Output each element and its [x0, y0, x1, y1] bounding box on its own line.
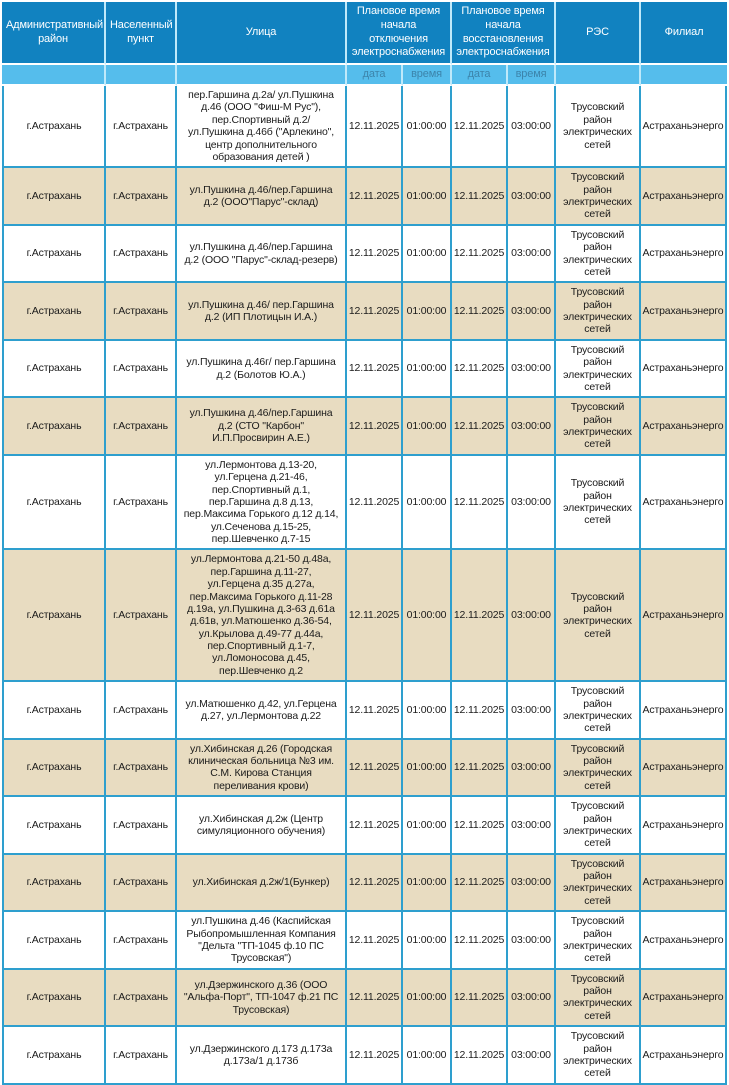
cell-outage-time: 01:00:00 [403, 283, 452, 341]
subheader-empty-res [556, 65, 641, 86]
cell-restore-date: 12.11.2025 [452, 341, 508, 399]
cell-outage-time: 01:00:00 [403, 550, 452, 682]
subheader-empty-settlement [106, 65, 177, 86]
cell-outage-date: 12.11.2025 [347, 970, 403, 1028]
cell-res: Трусовский район электрических сетей [556, 341, 641, 399]
cell-branch: Астраханьэнерго [641, 740, 727, 798]
cell-settlement: г.Астрахань [106, 682, 177, 740]
cell-admin-district: г.Астрахань [2, 797, 106, 855]
cell-settlement: г.Астрахань [106, 550, 177, 682]
cell-restore-date: 12.11.2025 [452, 86, 508, 168]
cell-admin-district: г.Астрахань [2, 970, 106, 1028]
cell-branch: Астраханьэнерго [641, 682, 727, 740]
cell-restore-time: 03:00:00 [508, 797, 556, 855]
subheader-empty-street [177, 65, 347, 86]
cell-res: Трусовский район электрических сетей [556, 797, 641, 855]
cell-branch: Астраханьэнерго [641, 550, 727, 682]
header-row [2, 2, 727, 65]
cell-restore-time: 03:00:00 [508, 970, 556, 1028]
cell-res: Трусовский район электрических сетей [556, 456, 641, 551]
header-restore-start: Плановое время начала восстановления электроснабжения [452, 2, 556, 65]
subheader-restore-time: время [508, 65, 556, 86]
table-row [2, 550, 727, 682]
cell-admin-district: г.Астрахань [2, 855, 106, 913]
cell-restore-date: 12.11.2025 [452, 855, 508, 913]
cell-res: Трусовский район электрических сетей [556, 740, 641, 798]
cell-restore-time: 03:00:00 [508, 912, 556, 970]
cell-res: Трусовский район электрических сетей [556, 283, 641, 341]
cell-outage-date: 12.11.2025 [347, 168, 403, 226]
cell-street: ул.Лермонтова д.21-50 д.48а, пер.Гаршина д.11-27, ул.Герцена д.35 д.27а, пер.Максима Горького д.11-28 д.19а, ул.Пушкина д.3-63 д.61а д.61в, ул.Матюшенко д.36-54, ул.Крылова д.49-77 д.44а, пер.Спортивный д.1-7, ул.Ломоносова д.45, пер.Шевченко д.2 [177, 550, 347, 682]
cell-branch: Астраханьэнерго [641, 855, 727, 913]
table-row [2, 1027, 727, 1085]
subheader-empty-branch [641, 65, 727, 86]
cell-outage-date: 12.11.2025 [347, 912, 403, 970]
cell-street: ул.Хибинская д.2ж/1(Бункер) [177, 855, 347, 913]
cell-settlement: г.Астрахань [106, 168, 177, 226]
table-row [2, 740, 727, 798]
cell-restore-date: 12.11.2025 [452, 550, 508, 682]
cell-branch: Астраханьэнерго [641, 341, 727, 399]
cell-settlement: г.Астрахань [106, 456, 177, 551]
subheader-row [2, 65, 727, 86]
table-row [2, 86, 727, 168]
cell-outage-time: 01:00:00 [403, 682, 452, 740]
cell-outage-time: 01:00:00 [403, 168, 452, 226]
header-branch: Филиал [641, 2, 727, 65]
cell-outage-time: 01:00:00 [403, 740, 452, 798]
table-row [2, 855, 727, 913]
cell-settlement: г.Астрахань [106, 797, 177, 855]
cell-restore-date: 12.11.2025 [452, 912, 508, 970]
cell-branch: Астраханьэнерго [641, 912, 727, 970]
cell-restore-date: 12.11.2025 [452, 1027, 508, 1085]
cell-outage-date: 12.11.2025 [347, 86, 403, 168]
cell-admin-district: г.Астрахань [2, 682, 106, 740]
header-outage-start: Плановое время начала отключения электроснабжения [347, 2, 452, 65]
cell-restore-date: 12.11.2025 [452, 398, 508, 456]
cell-res: Трусовский район электрических сетей [556, 912, 641, 970]
cell-outage-time: 01:00:00 [403, 970, 452, 1028]
cell-outage-date: 12.11.2025 [347, 740, 403, 798]
cell-outage-time: 01:00:00 [403, 797, 452, 855]
cell-street: ул.Дзержинского д.173 д.173а д.173а/1 д.173б [177, 1027, 347, 1085]
cell-res: Трусовский район электрических сетей [556, 398, 641, 456]
cell-restore-date: 12.11.2025 [452, 682, 508, 740]
cell-admin-district: г.Астрахань [2, 226, 106, 284]
cell-outage-date: 12.11.2025 [347, 398, 403, 456]
cell-street: ул.Дзержинского д.36 (ООО "Альфа-Порт", ТП-1047 ф.21 ПС Трусовская) [177, 970, 347, 1028]
cell-restore-date: 12.11.2025 [452, 970, 508, 1028]
cell-outage-time: 01:00:00 [403, 226, 452, 284]
cell-admin-district: г.Астрахань [2, 740, 106, 798]
outage-table [2, 2, 727, 1085]
table-row [2, 226, 727, 284]
cell-outage-date: 12.11.2025 [347, 855, 403, 913]
cell-outage-date: 12.11.2025 [347, 1027, 403, 1085]
cell-branch: Астраханьэнерго [641, 456, 727, 551]
cell-restore-date: 12.11.2025 [452, 797, 508, 855]
cell-outage-time: 01:00:00 [403, 86, 452, 168]
table-header [2, 2, 727, 86]
cell-settlement: г.Астрахань [106, 398, 177, 456]
table-row [2, 341, 727, 399]
cell-street: ул.Матюшенко д.42, ул.Герцена д.27, ул.Лермонтова д.22 [177, 682, 347, 740]
outage-table-body [2, 86, 727, 1085]
cell-admin-district: г.Астрахань [2, 1027, 106, 1085]
cell-res: Трусовский район электрических сетей [556, 550, 641, 682]
cell-outage-time: 01:00:00 [403, 1027, 452, 1085]
cell-street: ул.Хибинская д.26 (Городская клиническая больница №3 им. С.М. Кирова Станция переливания крови) [177, 740, 347, 798]
cell-branch: Астраханьэнерго [641, 283, 727, 341]
cell-street: ул.Хибинская д.2ж (Центр симуляционного обучения) [177, 797, 347, 855]
cell-restore-date: 12.11.2025 [452, 456, 508, 551]
cell-settlement: г.Астрахань [106, 341, 177, 399]
header-street: Улица [177, 2, 347, 65]
cell-res: Трусовский район электрических сетей [556, 855, 641, 913]
table-row [2, 398, 727, 456]
cell-settlement: г.Астрахань [106, 740, 177, 798]
cell-settlement: г.Астрахань [106, 1027, 177, 1085]
table-row [2, 283, 727, 341]
cell-restore-time: 03:00:00 [508, 1027, 556, 1085]
cell-street: ул.Пушкина д.46 (Каспийская Рыбопромышленная Компания "Дельта "ТП-1045 ф.10 ПС Трусовская") [177, 912, 347, 970]
cell-outage-time: 01:00:00 [403, 855, 452, 913]
cell-branch: Астраханьэнерго [641, 970, 727, 1028]
cell-settlement: г.Астрахань [106, 970, 177, 1028]
cell-restore-time: 03:00:00 [508, 855, 556, 913]
cell-res: Трусовский район электрических сетей [556, 226, 641, 284]
cell-restore-time: 03:00:00 [508, 682, 556, 740]
cell-admin-district: г.Астрахань [2, 398, 106, 456]
header-settlement: Населенный пункт [106, 2, 177, 65]
table-row [2, 682, 727, 740]
cell-settlement: г.Астрахань [106, 912, 177, 970]
cell-restore-date: 12.11.2025 [452, 740, 508, 798]
cell-street: ул.Пушкина д.46/пер.Гаршина д.2 (ООО "Парус"-склад-резерв) [177, 226, 347, 284]
cell-branch: Астраханьэнерго [641, 168, 727, 226]
table-row [2, 168, 727, 226]
cell-restore-time: 03:00:00 [508, 341, 556, 399]
cell-branch: Астраханьэнерго [641, 797, 727, 855]
cell-settlement: г.Астрахань [106, 855, 177, 913]
cell-restore-date: 12.11.2025 [452, 168, 508, 226]
subheader-outage-time: время [403, 65, 452, 86]
cell-admin-district: г.Астрахань [2, 550, 106, 682]
cell-outage-date: 12.11.2025 [347, 682, 403, 740]
cell-outage-date: 12.11.2025 [347, 226, 403, 284]
cell-street: ул.Пушкина д.46/пер.Гаршина д.2 (ООО"Парус"-склад) [177, 168, 347, 226]
cell-branch: Астраханьэнерго [641, 226, 727, 284]
cell-restore-time: 03:00:00 [508, 226, 556, 284]
cell-restore-time: 03:00:00 [508, 456, 556, 551]
subheader-restore-date: дата [452, 65, 508, 86]
cell-res: Трусовский район электрических сетей [556, 86, 641, 168]
cell-res: Трусовский район электрических сетей [556, 168, 641, 226]
cell-restore-time: 03:00:00 [508, 168, 556, 226]
cell-outage-date: 12.11.2025 [347, 456, 403, 551]
subheader-empty-district [2, 65, 106, 86]
cell-restore-time: 03:00:00 [508, 740, 556, 798]
cell-branch: Астраханьэнерго [641, 86, 727, 168]
cell-admin-district: г.Астрахань [2, 86, 106, 168]
cell-outage-date: 12.11.2025 [347, 341, 403, 399]
subheader-outage-date: дата [347, 65, 403, 86]
cell-outage-date: 12.11.2025 [347, 797, 403, 855]
cell-street: ул.Лермонтова д.13-20, ул.Герцена д.21-46, пер.Спортивный д.1, пер.Гаршина д.8 д.13, пер.Максима Горького д.12 д.14, ул.Сеченова д.15-25, пер.Шевченко д.7-15 [177, 456, 347, 551]
cell-street: ул.Пушкина д.46/ пер.Гаршина д.2 (ИП Плотицын И.А.) [177, 283, 347, 341]
cell-res: Трусовский район электрических сетей [556, 970, 641, 1028]
header-admin-district: Административный район [2, 2, 106, 65]
cell-restore-time: 03:00:00 [508, 398, 556, 456]
header-res: РЭС [556, 2, 641, 65]
cell-admin-district: г.Астрахань [2, 456, 106, 551]
cell-outage-date: 12.11.2025 [347, 550, 403, 682]
cell-restore-date: 12.11.2025 [452, 283, 508, 341]
cell-restore-date: 12.11.2025 [452, 226, 508, 284]
cell-restore-time: 03:00:00 [508, 86, 556, 168]
cell-admin-district: г.Астрахань [2, 341, 106, 399]
cell-street: пер.Гаршина д.2а/ ул.Пушкина д.46 (ООО "Фиш-М Рус"), пер.Спортивный д.2/ ул.Пушкина д.46б ("Арлекино", центр дополнительного образования детей ) [177, 86, 347, 168]
cell-outage-time: 01:00:00 [403, 456, 452, 551]
cell-settlement: г.Астрахань [106, 226, 177, 284]
cell-branch: Астраханьэнерго [641, 1027, 727, 1085]
table-row [2, 912, 727, 970]
cell-outage-time: 01:00:00 [403, 912, 452, 970]
cell-res: Трусовский район электрических сетей [556, 1027, 641, 1085]
cell-admin-district: г.Астрахань [2, 912, 106, 970]
cell-admin-district: г.Астрахань [2, 168, 106, 226]
table-row [2, 970, 727, 1028]
cell-res: Трусовский район электрических сетей [556, 682, 641, 740]
cell-street: ул.Пушкина д.46г/ пер.Гаршина д.2 (Болотов Ю.А.) [177, 341, 347, 399]
cell-admin-district: г.Астрахань [2, 283, 106, 341]
cell-restore-time: 03:00:00 [508, 283, 556, 341]
cell-outage-time: 01:00:00 [403, 341, 452, 399]
cell-settlement: г.Астрахань [106, 283, 177, 341]
cell-outage-date: 12.11.2025 [347, 283, 403, 341]
table-row [2, 456, 727, 551]
cell-branch: Астраханьэнерго [641, 398, 727, 456]
cell-restore-time: 03:00:00 [508, 550, 556, 682]
cell-street: ул.Пушкина д.46/пер.Гаршина д.2 (СТО "Карбон" И.П.Просвирин А.Е.) [177, 398, 347, 456]
cell-settlement: г.Астрахань [106, 86, 177, 168]
cell-outage-time: 01:00:00 [403, 398, 452, 456]
table-row [2, 797, 727, 855]
